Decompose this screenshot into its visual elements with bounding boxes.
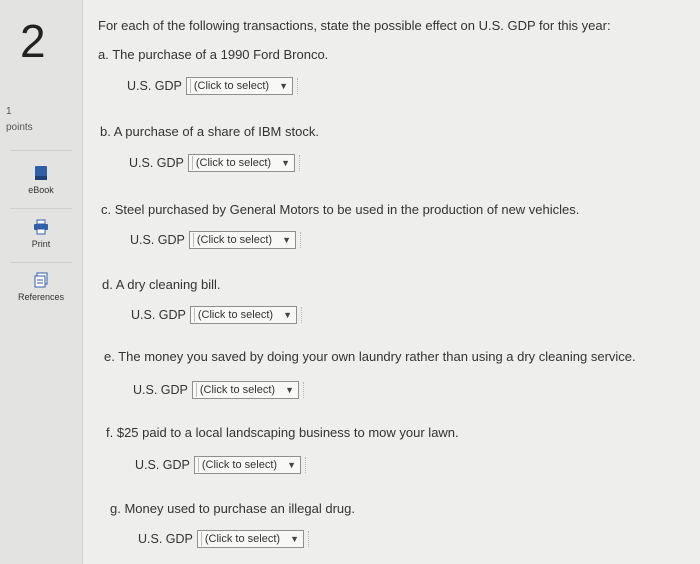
- points-label: points: [6, 122, 33, 133]
- item-d-select[interactable]: [190, 306, 297, 324]
- select-value: (Click to select): [190, 79, 269, 93]
- item-g-select[interactable]: [197, 530, 304, 548]
- select-tail: [300, 232, 302, 248]
- item-e-text: e. The money you saved by doing your own laundry rather than using a dry cleaning service.: [104, 349, 636, 364]
- select-tail: [305, 457, 307, 473]
- divider: [10, 150, 72, 151]
- select-value: (Click to select): [196, 383, 275, 397]
- item-c-text: c. Steel purchased by General Motors to be used in the production of new vehicles.: [101, 202, 580, 217]
- select-tail: [299, 155, 301, 171]
- points-value: 1: [6, 106, 12, 117]
- chevron-down-icon: ▼: [282, 235, 291, 245]
- select-tail: [303, 382, 305, 398]
- item-g-text: g. Money used to purchase an illegal drug.: [110, 501, 355, 516]
- select-value: (Click to select): [198, 458, 277, 472]
- chevron-down-icon: ▼: [281, 158, 290, 168]
- chevron-down-icon: ▼: [285, 385, 294, 395]
- item-b-select[interactable]: [188, 154, 295, 172]
- item-f-select[interactable]: [194, 456, 301, 474]
- item-e-gdp-row: [133, 381, 305, 399]
- item-d-gdp-row: [131, 306, 303, 324]
- chevron-down-icon: ▼: [283, 310, 292, 320]
- item-a-gdp-row: [127, 77, 299, 95]
- item-a-select[interactable]: [186, 77, 293, 95]
- gdp-label: U.S. GDP: [127, 79, 182, 93]
- print-button[interactable]: [0, 219, 82, 249]
- question-prompt: For each of the following transactions, state the possible effect on U.S. GDP for this year:: [98, 18, 611, 33]
- select-tail: [301, 307, 303, 323]
- item-b-gdp-row: [129, 154, 301, 172]
- ebook-button[interactable]: [0, 165, 82, 195]
- select-value: (Click to select): [192, 156, 271, 170]
- references-button[interactable]: [0, 272, 82, 302]
- book-icon: [34, 165, 48, 181]
- gdp-label: U.S. GDP: [131, 308, 186, 322]
- question-number: 2: [20, 15, 46, 67]
- gdp-label: U.S. GDP: [133, 383, 188, 397]
- gdp-label: U.S. GDP: [138, 532, 193, 546]
- item-e-select[interactable]: [192, 381, 299, 399]
- ebook-label: eBook: [28, 185, 54, 195]
- item-f-text: f. $25 paid to a local landscaping business to mow your lawn.: [106, 425, 459, 440]
- select-tail: [297, 78, 299, 94]
- gdp-label: U.S. GDP: [135, 458, 190, 472]
- item-a-text: a. The purchase of a 1990 Ford Bronco.: [98, 47, 329, 62]
- divider: [10, 208, 72, 209]
- question-sidebar: [0, 0, 83, 564]
- chevron-down-icon: ▼: [290, 534, 299, 544]
- question-body: [83, 0, 700, 564]
- chevron-down-icon: ▼: [279, 81, 288, 91]
- gdp-label: U.S. GDP: [129, 156, 184, 170]
- item-b-text: b. A purchase of a share of IBM stock.: [100, 124, 319, 139]
- item-f-gdp-row: [135, 456, 307, 474]
- gdp-label: U.S. GDP: [130, 233, 185, 247]
- references-label: References: [17, 292, 65, 302]
- item-c-select[interactable]: [189, 231, 296, 249]
- divider: [10, 262, 72, 263]
- select-value: (Click to select): [194, 308, 273, 322]
- select-tail: [308, 531, 310, 547]
- item-d-text: d. A dry cleaning bill.: [102, 277, 221, 292]
- select-value: (Click to select): [201, 532, 280, 546]
- print-label: Print: [31, 239, 51, 249]
- chevron-down-icon: ▼: [287, 460, 296, 470]
- printer-icon: [33, 219, 49, 235]
- references-icon: [33, 272, 49, 288]
- item-c-gdp-row: [130, 231, 302, 249]
- select-value: (Click to select): [193, 233, 272, 247]
- item-g-gdp-row: [138, 530, 310, 548]
